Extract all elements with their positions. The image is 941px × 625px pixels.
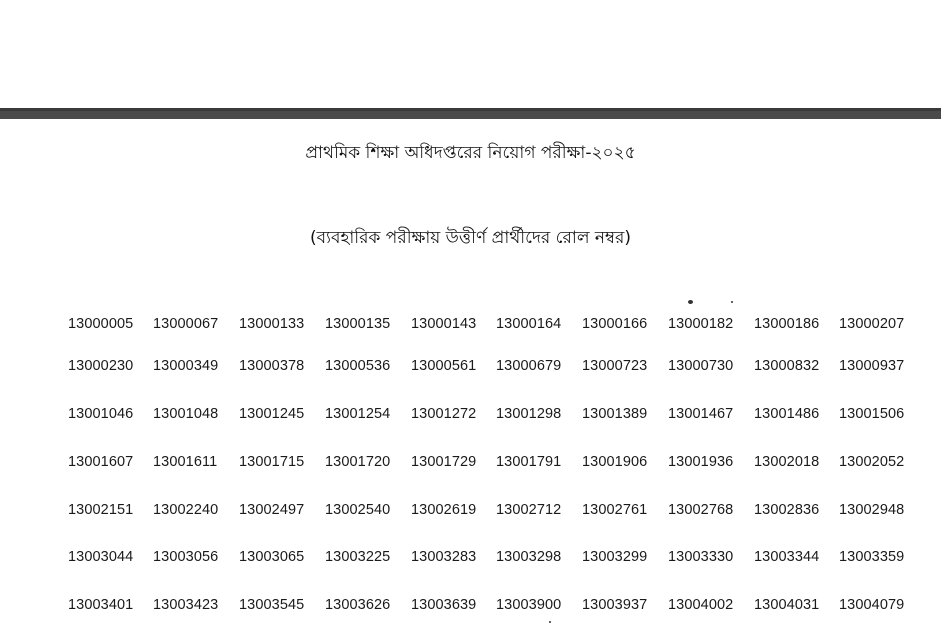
roll-number: 13001046: [68, 406, 134, 422]
document-subtitle: (ব্যবহারিক পরীক্ষায় উত্তীর্ণ প্রার্থীদের রোল নম্বর): [309, 228, 632, 248]
scan-speck: [688, 300, 693, 304]
roll-number: 13000378: [239, 358, 305, 374]
roll-number: 13000561: [411, 358, 477, 374]
roll-number: 13003937: [582, 597, 648, 613]
scan-speck: [549, 621, 551, 623]
roll-number: 13003299: [582, 549, 648, 565]
roll-number: 13000186: [754, 316, 820, 332]
roll-number: 13000723: [582, 358, 648, 374]
roll-number: 13002151: [68, 502, 134, 518]
roll-number: 13003639: [411, 597, 477, 613]
roll-row: [68, 597, 918, 621]
roll-number: 13003900: [496, 597, 562, 613]
roll-row: [68, 406, 918, 430]
roll-number: 13002761: [582, 502, 648, 518]
roll-number: 13001791: [496, 454, 562, 470]
roll-number: 13003298: [496, 549, 562, 565]
roll-number: 13002948: [839, 502, 905, 518]
roll-row: [68, 502, 918, 526]
roll-number: 13000135: [325, 316, 391, 332]
roll-number: 13000536: [325, 358, 391, 374]
roll-number: 13000164: [496, 316, 562, 332]
roll-number: 13000182: [668, 316, 734, 332]
roll-number: 13003545: [239, 597, 305, 613]
scan-speck: [731, 301, 733, 303]
roll-number: 13002497: [239, 502, 305, 518]
roll-number: 13001048: [153, 406, 219, 422]
roll-number: 13003044: [68, 549, 134, 565]
roll-number: 13000349: [153, 358, 219, 374]
roll-row: [68, 454, 918, 478]
roll-number: 13002240: [153, 502, 219, 518]
roll-number: 13003344: [754, 549, 820, 565]
roll-number: 13001467: [668, 406, 734, 422]
roll-number: 13003065: [239, 549, 305, 565]
roll-number: 13000730: [668, 358, 734, 374]
roll-number: 13001254: [325, 406, 391, 422]
roll-row: [68, 316, 918, 340]
roll-number: 13001245: [239, 406, 305, 422]
roll-number: 13000230: [68, 358, 134, 374]
roll-number: 13002768: [668, 502, 734, 518]
roll-number: 13000166: [582, 316, 648, 332]
roll-number: 13003283: [411, 549, 477, 565]
document-title: প্রাথমিক শিক্ষা অধিদপ্তরের নিয়োগ পরীক্ষা-২০২৫: [305, 143, 636, 163]
roll-number: 13001298: [496, 406, 562, 422]
roll-number: 13002540: [325, 502, 391, 518]
roll-number: 13000937: [839, 358, 905, 374]
roll-number: 13000067: [153, 316, 219, 332]
roll-number: 13002052: [839, 454, 905, 470]
roll-number: 13002619: [411, 502, 477, 518]
roll-number: 13001506: [839, 406, 905, 422]
roll-number: 13004031: [754, 597, 820, 613]
roll-number: 13001720: [325, 454, 391, 470]
roll-number: 13002836: [754, 502, 820, 518]
roll-number: 13003225: [325, 549, 391, 565]
roll-number: 13004079: [839, 597, 905, 613]
roll-number: 13001715: [239, 454, 305, 470]
roll-number: 13003423: [153, 597, 219, 613]
header-rule: [0, 111, 941, 119]
roll-number: 13003056: [153, 549, 219, 565]
roll-number: 13001611: [153, 454, 218, 470]
roll-row: [68, 358, 918, 382]
roll-number: 13003626: [325, 597, 391, 613]
roll-row: [68, 549, 918, 573]
roll-number: 13001906: [582, 454, 648, 470]
roll-number: 13001607: [68, 454, 134, 470]
roll-number: 13003401: [68, 597, 134, 613]
roll-number: 13002712: [496, 502, 562, 518]
roll-number: 13002018: [754, 454, 820, 470]
roll-number: 13001486: [754, 406, 820, 422]
roll-number: 13004002: [668, 597, 734, 613]
roll-number: 13000679: [496, 358, 562, 374]
roll-number: 13000207: [839, 316, 905, 332]
roll-number: 13000133: [239, 316, 305, 332]
roll-number: 13003330: [668, 549, 734, 565]
roll-number: 13000832: [754, 358, 820, 374]
roll-number: 13001272: [411, 406, 477, 422]
roll-number: 13003359: [839, 549, 905, 565]
roll-number: 13001936: [668, 454, 734, 470]
roll-number: 13000005: [68, 316, 134, 332]
roll-number: 13001729: [411, 454, 477, 470]
roll-number: 13001389: [582, 406, 648, 422]
roll-number: 13000143: [411, 316, 477, 332]
